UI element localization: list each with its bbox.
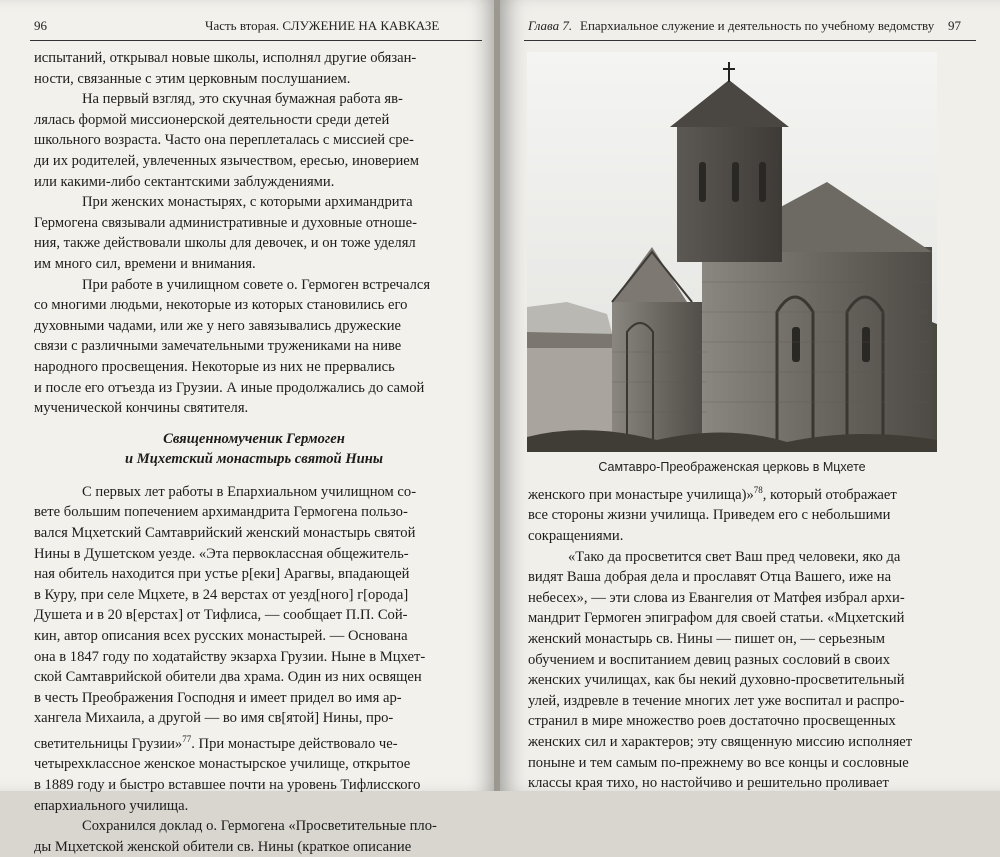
chapter-label: Глава 7. <box>528 18 573 33</box>
text-line: мандрит Гермоген эпиграфом для своей статьи. «Мцхетский <box>528 610 905 627</box>
text-line: Сохранился доклад о. Гермогена «Просветительные пло- <box>82 818 437 835</box>
church-photo-image <box>527 52 937 452</box>
text-fragment: , который отображает <box>762 486 897 503</box>
left-body-text <box>34 48 474 857</box>
right-body-text <box>528 480 936 794</box>
text-line: вете большим попечением архимандрита Гермогена пользо- <box>34 504 408 521</box>
section-heading-line-2: и Мцхетский монастырь святой Нины <box>124 451 384 468</box>
text-line: ской Самтаврийской обители два храма. Один из них освящен <box>34 669 422 686</box>
text-line: На первый взгляд, это скучная бумажная работа яв- <box>82 91 403 108</box>
text-line: странил в мире множество роев достаточно просвещенных <box>528 713 896 730</box>
text-line: школьного возраста. Часто она переплеталась с миссией сре- <box>34 132 414 149</box>
photo-caption: Самтавро-Преображенская церковь в Мцхете <box>598 460 866 474</box>
section-heading-line-1: Священномученик Гермоген <box>163 430 345 447</box>
text-line: классы края тихо, но настойчиво и решительно проливает <box>528 775 889 792</box>
text-line: При работе в училищном совете о. Гермоген встречался <box>82 276 431 293</box>
text-line: народного просвещения. Некоторые из них не прервались <box>34 358 395 375</box>
text-line: небесех», — эти слова из Евангелия от Матфея избрал архи- <box>528 589 905 606</box>
right-page-number: 97 <box>948 18 961 33</box>
text-line: ния, также действовали школы для девочек, и он тоже уделял <box>34 235 416 252</box>
text-line: Душета и в 20 в[ерстах] от Тифлиса, — сообщает П.П. Сой- <box>34 607 408 624</box>
text-line: четырехклассное женское монастырское училище, открытое <box>34 756 411 773</box>
text-fragment: . При монастыре действовало че- <box>191 735 398 752</box>
text-line: со многими людьми, некоторые из которых становились его <box>34 297 408 314</box>
text-line: ная обитель находится при устье р[еки] Арагвы, впадающей <box>34 566 410 583</box>
text-fragment: женского при монастыре училища)» <box>528 486 754 503</box>
text-line: духовными чадами, или же у него завязывались дружеские <box>34 317 402 334</box>
text-line: обучением и воспитанием девиц разных сословий в своих <box>528 651 891 668</box>
text-line: мученической кончины святителя. <box>34 400 249 417</box>
text-line: в честь Преображения Господня и имеет придел во имя ар- <box>34 689 402 706</box>
text-line: епархиального училища. <box>34 797 189 814</box>
text-line: связи с различными замечательными тружениками на ниве <box>34 338 402 355</box>
text-line: кин, автор описания всех русских монастырей. — Основана <box>34 628 408 645</box>
text-line: и после его отъезда из Грузии. А иные продолжались до самой <box>34 379 425 396</box>
church-photo <box>527 52 937 452</box>
left-running-head: Часть вторая. СЛУЖЕНИЕ НА КАВКАЗЕ <box>205 18 440 33</box>
text-line: она в 1847 году по ходатайству экзарха Грузии. Ныне в Мцхет- <box>34 648 426 665</box>
text-line: в Куру, при селе Мцхете, в 24 верстах от уезд[ного] г[орода] <box>34 586 409 603</box>
text-line: им много сил, времени и внимания. <box>34 255 256 272</box>
text-fragment: светительницы Грузии» <box>34 735 183 752</box>
text-line: Гермогена связывали административные и духовные отноше- <box>34 214 417 231</box>
footnote-ref-77: 77 <box>182 734 192 744</box>
text-line: улей, издревле в течение многих лет уже воспитал и распро- <box>528 692 905 709</box>
text-line: в 1889 году и быстро вставшее почти на уровень Тифлисского <box>34 777 421 794</box>
text-line: сокращениями. <box>528 528 624 545</box>
text-line: ди их родителей, увлеченных язычеством, ересью, иноверием <box>34 152 419 169</box>
text-line <box>528 480 936 505</box>
text-line: испытаний, открывал новые школы, исполнял другие обязан- <box>34 50 417 66</box>
text-line: все стороны жизни училища. Приведем его с небольшими <box>528 507 891 524</box>
text-line: поныне и тем самым по-прежнему во все концы и сословные <box>528 754 909 771</box>
footnote-ref-78: 78 <box>753 485 763 495</box>
text-line: ды Мцхетской женской обители св. Нины (краткое описание <box>34 838 412 855</box>
left-page-number: 96 <box>34 18 47 33</box>
text-line: женский монастырь св. Нины — пишет он, — серьезным <box>528 631 885 648</box>
text-line: вался Мцхетский Самтаврийский женский монастырь святой <box>34 525 416 542</box>
text-line: лялась формой миссионерской деятельности среди детей <box>34 111 390 128</box>
left-page <box>0 0 496 855</box>
text-line: При женских монастырях, с которыми архимандрита <box>82 194 413 211</box>
text-line: хангела Михаила, а другой — во имя св[ятой] Нины, про- <box>34 710 394 727</box>
text-line: или какими-либо сектантскими заблуждениями. <box>34 173 335 190</box>
text-line: ности, связанные с этим церковным послушанием. <box>34 70 351 87</box>
text-line <box>34 729 474 754</box>
text-line: женских сил и характеров; эту священную миссию исполняет <box>528 733 913 750</box>
text-line: видят Ваша добрая дела и прославят Отца Вашего, иже на <box>528 569 892 586</box>
left-header-rule <box>30 40 482 41</box>
text-line: Нины в Душетском уезде. «Эта первоклассная общежитель- <box>34 545 409 562</box>
section-heading <box>34 429 474 470</box>
text-line: женских училищах, как бы некий духовно-просветительный <box>528 672 905 689</box>
right-running-head: Епархиальное служение и деятельность по учебному ведомству <box>580 18 935 33</box>
right-header-rule <box>524 40 976 41</box>
text-line: «Тако да просветится свет Ваш пред человеки, яко да <box>568 548 901 565</box>
text-line: С первых лет работы в Епархиальном училищном со- <box>82 483 417 500</box>
